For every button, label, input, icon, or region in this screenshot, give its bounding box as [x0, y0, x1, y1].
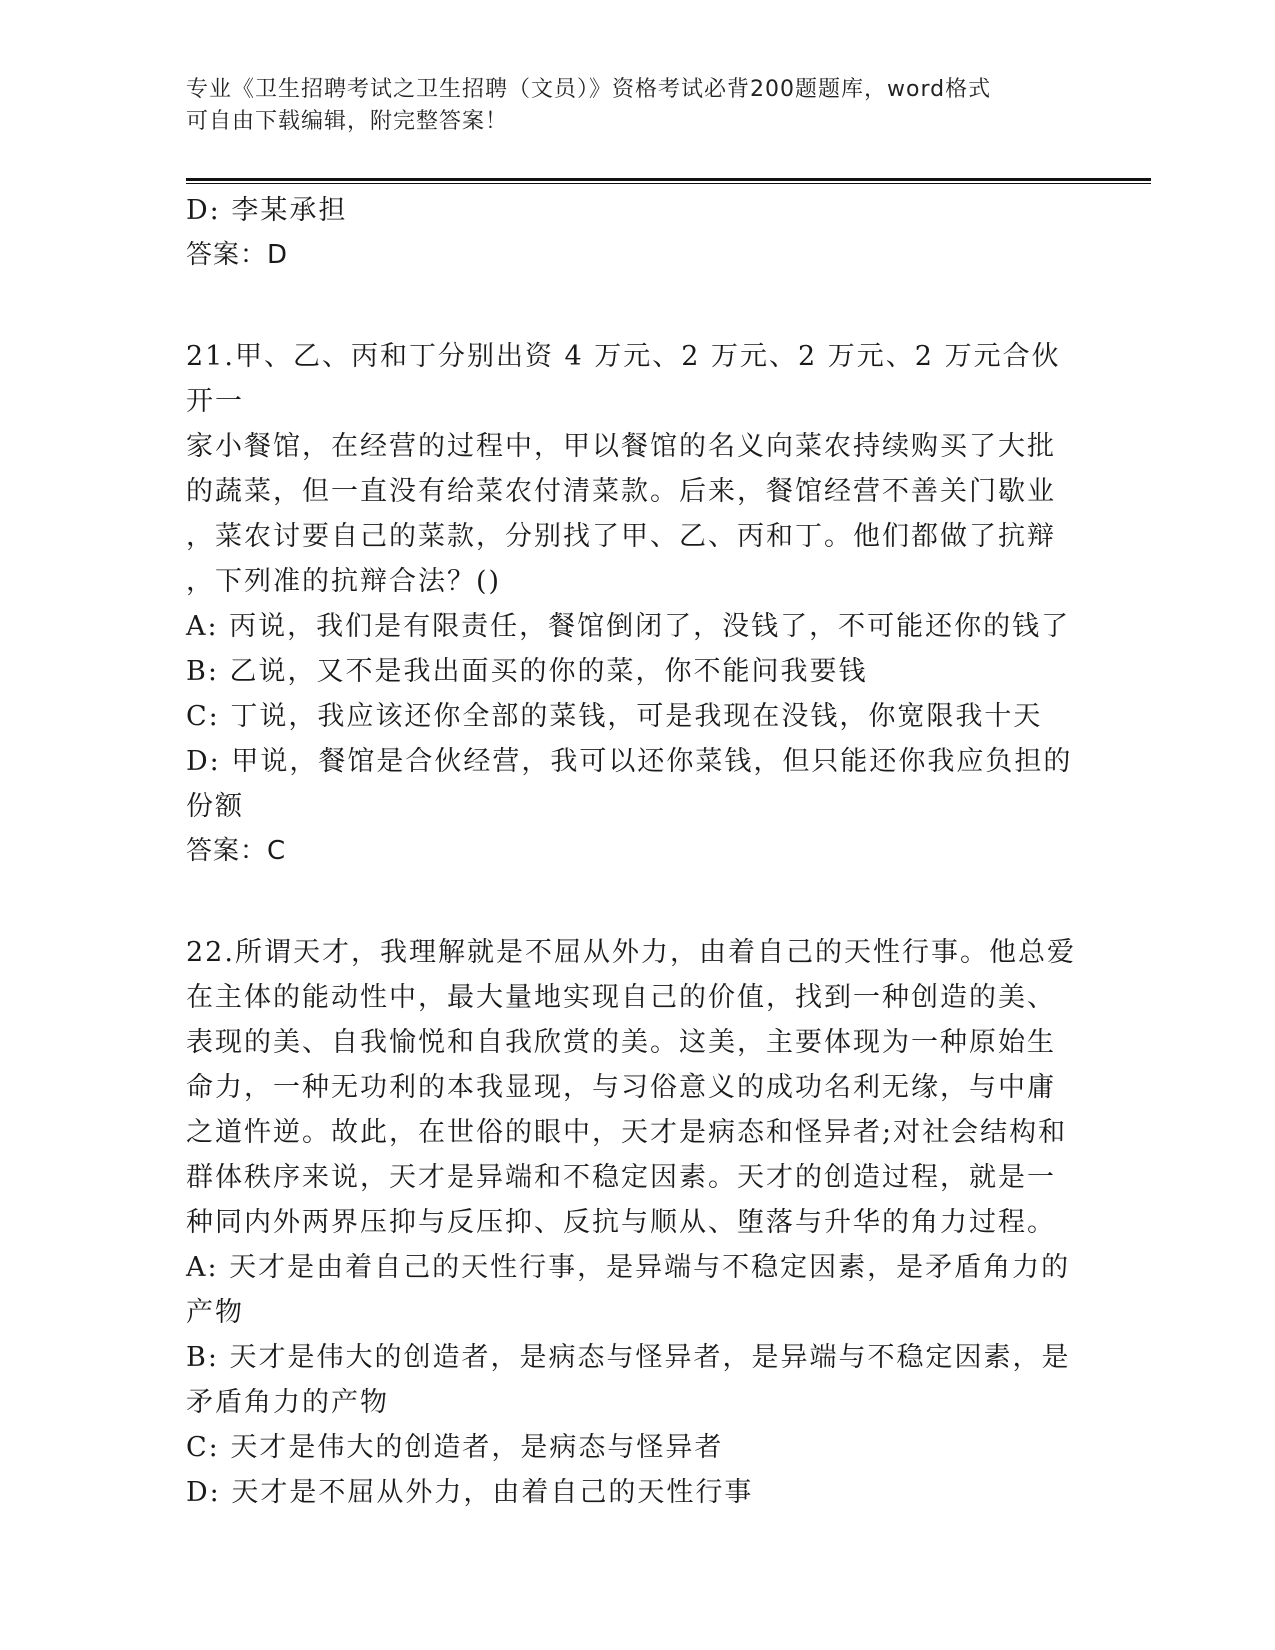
- q21-option-b: B: 乙说，又不是我出面买的你的菜，你不能问我要钱: [186, 656, 868, 687]
- q21-option-d-cont: 份额: [186, 791, 244, 822]
- q22-option-a-cont: 产物: [186, 1297, 244, 1328]
- question-22: [186, 930, 1086, 1515]
- q21-stem-line: 家小餐馆，在经营的过程中，甲以餐馆的名义向菜农持续购买了大批: [186, 431, 1056, 462]
- q22-stem-line: 表现的美、自我愉悦和自我欣赏的美。这美，主要体现为一种原始生: [186, 1027, 1056, 1058]
- question-21: [186, 334, 1086, 874]
- header-rule-thin: [186, 183, 1151, 184]
- q22-stem-line: 22.所谓天才，我理解就是不屈从外力，由着自己的天性行事。他总爱: [186, 937, 1076, 968]
- q21-option-d: D: 甲说，餐馆是合伙经营，我可以还你菜钱，但只能还你我应负担的: [186, 746, 1073, 777]
- spacer: [186, 278, 1086, 334]
- header-line-2: 可自由下载编辑，附完整答案！: [186, 109, 509, 134]
- spacer: [186, 874, 1086, 930]
- header-line-1: 专业《卫生招聘考试之卫生招聘（文员）》资格考试必背200题题库，word格式: [186, 77, 992, 102]
- q22-stem-line: 命力，一种无功利的本我显现，与习俗意义的成功名利无缘，与中庸: [186, 1072, 1056, 1103]
- q21-stem-line: ，下列准的抗辩合法？(): [186, 566, 502, 597]
- q21-stem-line: 的蔬菜，但一直没有给菜农付清菜款。后来，餐馆经营不善关门歇业: [186, 476, 1056, 507]
- q22-stem-line: 种同内外两界压抑与反压抑、反抗与顺从、堕落与升华的角力过程。: [186, 1207, 1056, 1238]
- q22-option-b: B: 天才是伟大的创造者，是病态与怪异者，是异端与不稳定因素，是: [186, 1342, 1071, 1373]
- prev-option-d: D: 李某承担: [186, 195, 348, 226]
- q22-option-b-cont: 矛盾角力的产物: [186, 1387, 389, 1418]
- q22-stem-line: 之道忤逆。故此，在世俗的眼中，天才是病态和怪异者;对社会结构和: [186, 1117, 1068, 1148]
- header-rule-thick: [186, 178, 1151, 181]
- q22-option-c: C: 天才是伟大的创造者，是病态与怪异者: [186, 1432, 724, 1463]
- q22-option-d: D: 天才是不屈从外力，由着自己的天性行事: [186, 1477, 754, 1508]
- document-header: [186, 74, 1066, 138]
- q21-stem-line: ，菜农讨要自己的菜款，分别找了甲、乙、丙和丁。他们都做了抗辩: [186, 521, 1056, 552]
- q21-stem-line: 21.甲、乙、丙和丁分别出资 4 万元、2 万元、2 万元、2 万元合伙开一: [186, 341, 1061, 417]
- previous-question-tail: [186, 188, 1086, 278]
- document-body: [186, 188, 1086, 1515]
- q22-option-a: A: 天才是由着自己的天性行事，是异端与不稳定因素，是矛盾角力的: [186, 1252, 1071, 1283]
- prev-answer: 答案：D: [186, 240, 289, 270]
- q21-option-c: C: 丁说，我应该还你全部的菜钱，可是我现在没钱，你宽限我十天: [186, 701, 1043, 732]
- q21-answer: 答案：C: [186, 836, 287, 866]
- q21-option-a: A: 丙说，我们是有限责任，餐馆倒闭了，没钱了，不可能还你的钱了: [186, 611, 1071, 642]
- q22-stem-line: 群体秩序来说，天才是异端和不稳定因素。天才的创造过程，就是一: [186, 1162, 1056, 1193]
- q22-stem-line: 在主体的能动性中，最大量地实现自己的价值，找到一种创造的美、: [186, 982, 1056, 1013]
